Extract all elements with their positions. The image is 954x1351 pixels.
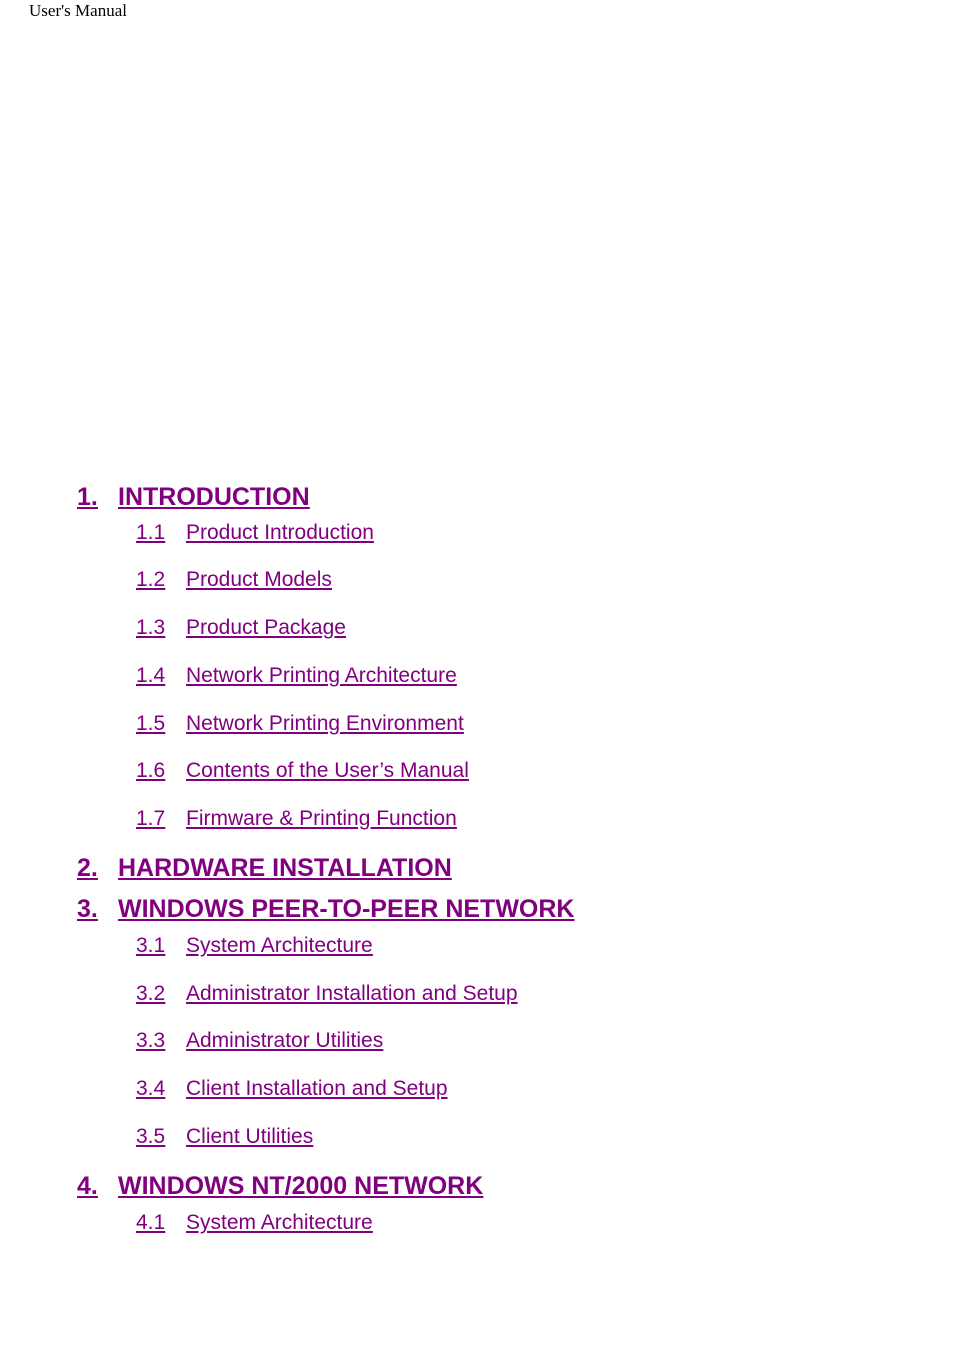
toc-label: HARDWARE INSTALLATION [118,854,452,882]
toc-number: 3.5 [136,1125,166,1148]
toc-number: 1. [77,483,98,511]
toc-number: 3.4 [136,1077,166,1100]
toc-link-windows-peer-to-peer-network[interactable] [77,894,574,924]
toc-number: 4.1 [136,1211,166,1234]
toc-label: Administrator Utilities [186,1029,384,1052]
toc-link-network-printing-environment[interactable] [136,711,464,737]
toc-link-network-printing-architecture[interactable] [136,663,457,689]
toc-number: 2. [77,854,98,882]
toc-number: 3. [77,895,98,923]
toc-link-hardware-installation[interactable] [77,853,452,883]
toc-link-contents-of-users-manual[interactable] [136,758,469,784]
toc-label: Network Printing Environment [186,712,464,735]
toc-label: Product Introduction [186,521,374,544]
toc-link-client-installation-setup[interactable] [136,1076,448,1102]
toc-label: Network Printing Architecture [186,664,457,687]
toc-number: 1.1 [136,521,166,544]
toc-label: Contents of the User’s Manual [186,759,469,782]
toc-number: 1.2 [136,568,166,591]
toc-number: 1.6 [136,759,166,782]
toc-link-introduction[interactable] [77,482,310,512]
toc-label: Client Installation and Setup [186,1077,448,1100]
toc-number: 4. [77,1172,98,1200]
toc-link-product-models[interactable] [136,567,332,593]
toc-label: System Architecture [186,934,373,957]
toc-number: 1.3 [136,616,166,639]
toc-label: Administrator Installation and Setup [186,982,518,1005]
toc-link-product-introduction[interactable] [136,520,374,546]
toc-label: INTRODUCTION [118,483,310,511]
toc-label: Product Models [186,568,332,591]
toc-number: 3.2 [136,982,166,1005]
toc-label: WINDOWS NT/2000 NETWORK [118,1172,484,1200]
toc-link-client-utilities[interactable] [136,1124,313,1150]
toc-label: Client Utilities [186,1125,314,1148]
toc-link-product-package[interactable] [136,615,346,641]
toc-link-system-architecture-3-1[interactable] [136,933,373,959]
toc-number: 3.3 [136,1029,166,1052]
toc-link-administrator-installation-setup[interactable] [136,981,518,1007]
toc-label: Product Package [186,616,346,639]
toc-number: 1.5 [136,712,166,735]
toc-link-firmware-printing-function[interactable] [136,806,457,832]
toc-label: Firmware & Printing Function [186,807,457,830]
toc-link-administrator-utilities[interactable] [136,1028,383,1054]
toc-link-system-architecture-4-1[interactable] [136,1210,373,1236]
toc-number: 1.4 [136,664,166,687]
toc-number: 1.7 [136,807,166,830]
document-header: User's Manual [29,1,127,20]
toc-number: 3.1 [136,934,166,957]
toc-link-windows-nt-2000-network[interactable] [77,1171,483,1201]
toc-label: WINDOWS PEER-TO-PEER NETWORK [118,895,575,923]
toc-label: System Architecture [186,1211,373,1234]
